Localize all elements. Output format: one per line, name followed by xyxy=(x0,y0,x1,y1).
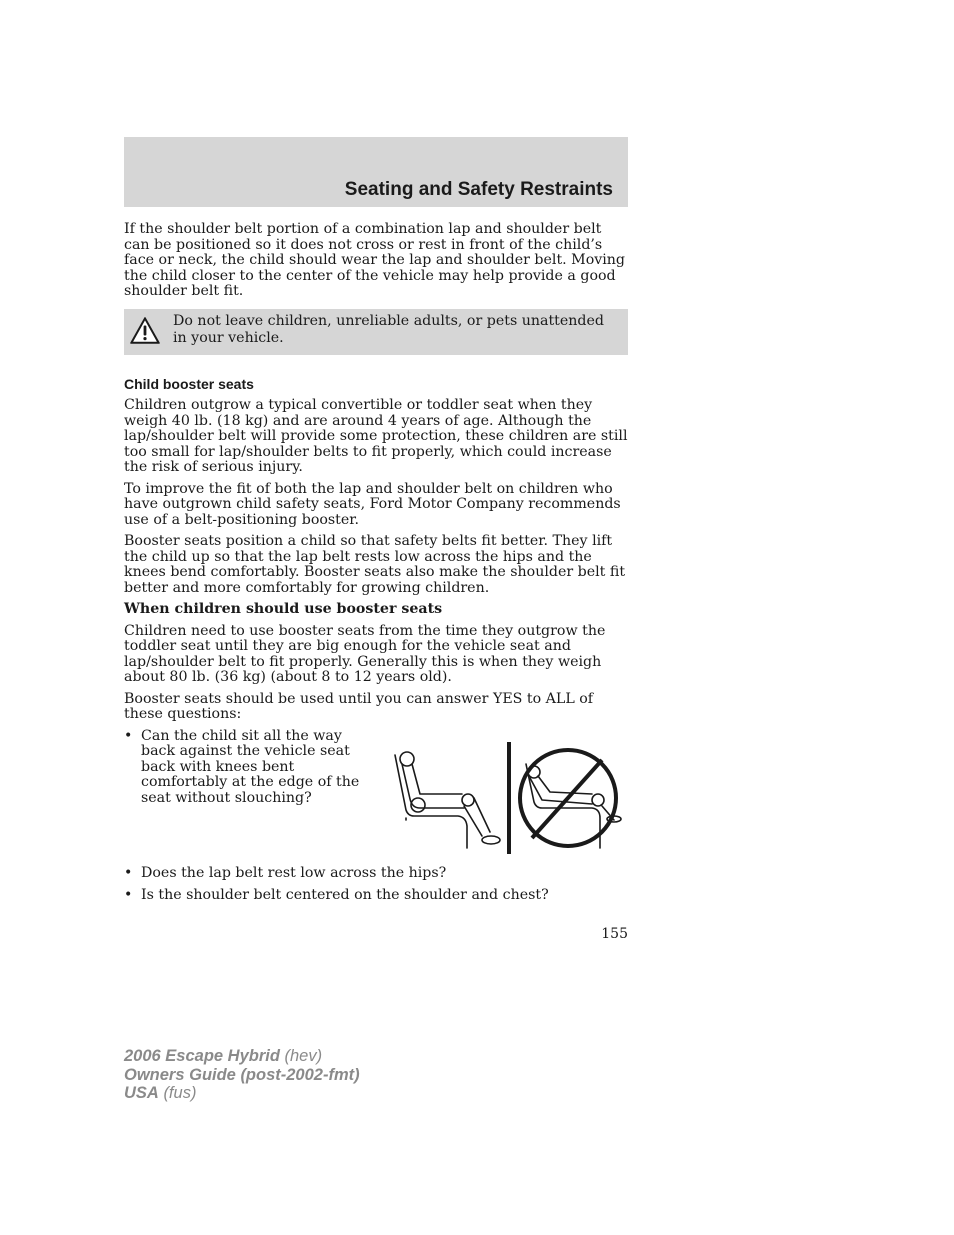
bullet-item xyxy=(124,888,628,904)
warning-box xyxy=(124,309,628,355)
section-title: Seating and Safety Restraints xyxy=(344,179,613,200)
bullet-item xyxy=(124,729,373,807)
body-paragraph: Children need to use booster seats from the time they outgrow the toddler seat until they are big enough for the vehicle seat and lap/shoulder belt to fit properly. Generally this is when they weigh about 80 lb. (36 kg) (about 8 to 12 years old). xyxy=(124,622,606,685)
body-paragraph: Booster seats position a child so that safety belts fit better. They lift the child up so that the lap belt rests low across the hips and the knees bend comfortably. Booster seats also make the shoulder belt fit better and more comfortably for growing children. xyxy=(124,533,626,596)
body-paragraph: Booster seats should be used until you can answer YES to ALL of these questions: xyxy=(124,690,594,722)
footer-line: USA (fus) xyxy=(124,1084,197,1102)
bullet-dot: • xyxy=(124,886,133,903)
bullet-dot: • xyxy=(124,727,133,744)
bullet-dot: • xyxy=(124,865,133,881)
booster-seat-illustration xyxy=(392,742,624,856)
section-header-band xyxy=(124,137,628,207)
document-footer xyxy=(124,1047,360,1103)
divider-bar xyxy=(507,742,511,854)
footer-line: Owners Guide (post-2002-fmt) xyxy=(124,1065,360,1084)
warning-triangle-icon xyxy=(129,316,161,345)
bullet-item xyxy=(124,866,628,882)
bullet-text: Is the shoulder belt centered on the shoulder and chest? xyxy=(141,886,549,903)
warning-text: Do not leave children, unreliable adults, or pets unattended in your vehicle. xyxy=(173,312,604,346)
intro-paragraph: If the shoulder belt portion of a combination lap and shoulder belt can be positioned so it does not cross or rest in front of the child’s face or neck, the child should wear the lap and shoulder belt. Moving the child closer to the center of the vehicle may help provide a good shoulder belt fit. xyxy=(124,221,626,299)
page-number: 155 xyxy=(601,926,628,942)
subheading: When children should use booster seats xyxy=(124,601,443,617)
bullet-text: Does the lap belt rest low across the hips? xyxy=(141,865,447,881)
footer-line: 2006 Escape Hybrid (hev) xyxy=(124,1047,323,1065)
section-heading: Child booster seats xyxy=(124,375,254,392)
bullet-text: Can the child sit all the way back against the vehicle seat back with knees bent comfortably at the edge of the seat without slouching? xyxy=(141,727,360,806)
body-paragraph: Children outgrow a typical convertible or toddler seat when they weigh 40 lb. (18 kg) and are around 4 years of age. Although the lap/shoulder belt will provide some protection, these children are still too small for lap/shoulder belts to fit properly, which could increase the risk of serious injury. xyxy=(124,397,628,475)
body-paragraph: To improve the fit of both the lap and shoulder belt on children who have outgrown child safety seats, Ford Motor Company recommends use of a belt-positioning booster. xyxy=(124,480,621,528)
